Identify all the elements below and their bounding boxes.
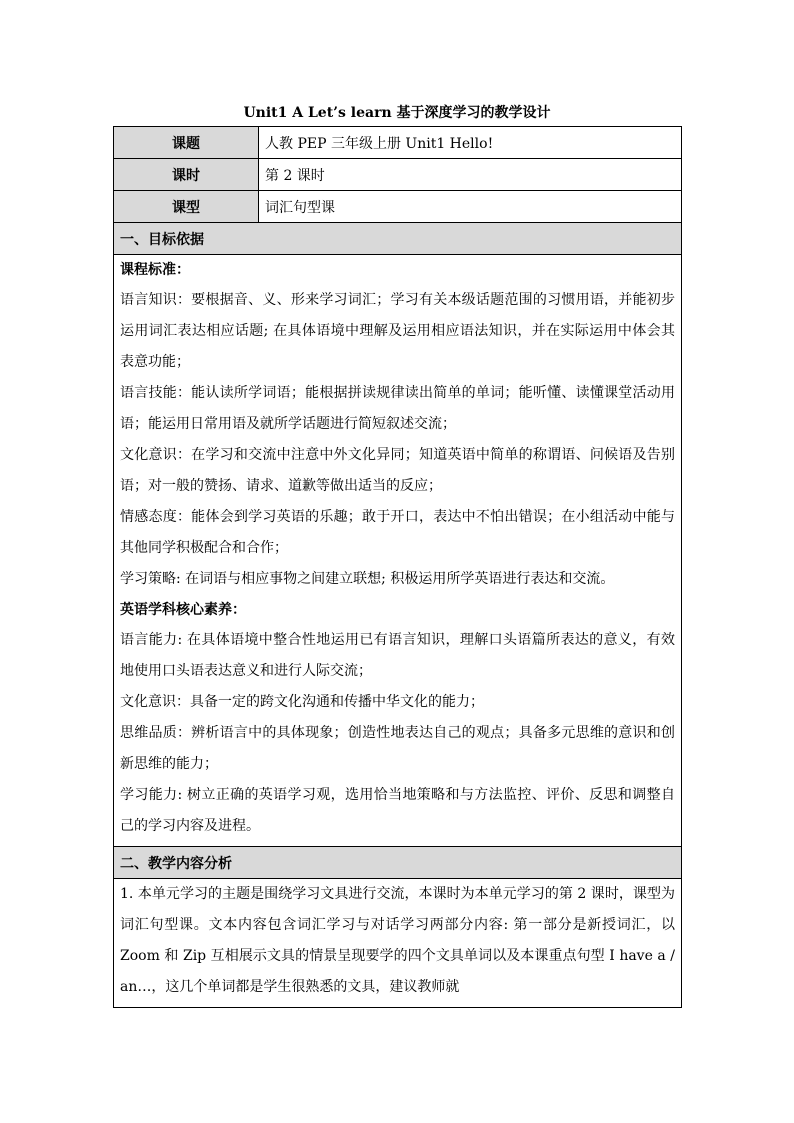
curriculum-item-language-knowledge: 语言知识：要根据音、义、形来学习词汇；学习有关本级话题范围的习惯用语，并能初步运用词汇表达相应话题; 在具体语境中理解及运用相应语法知识，并在实际运用中体会其表意功能； <box>120 292 675 370</box>
curriculum-standard-heading: 课程标准： <box>120 262 190 278</box>
meta-row-type <box>114 191 682 223</box>
curriculum-item-emotional-attitude: 情感态度：能体会到学习英语的乐趣；敢于开口，表达中不怕出错误；在小组活动中能与其他同学积极配合和合作； <box>120 509 675 556</box>
meta-row-topic <box>114 127 682 159</box>
meta-value-type: 词汇句型课 <box>259 191 682 223</box>
content-analysis-paragraph: 1. 本单元学习的主题是围绕学习文具进行交流，本课时为本单元学习的第 2 课时，课型为词汇句型课。文本内容包含词汇学习与对话学习两部分内容: 第一部分是新授词汇，以 Zoom 和 Zip 互相展示文具的情景呈现要学的四个文具单词以及本课重点句型 I have a / an…，这几个单词都是学生很熟悉的文具，建议教师就 <box>120 886 675 995</box>
curriculum-item-learning-strategy: 学习策略: 在词语与相应事物之间建立联想; 积极运用所学英语进行表达和交流。 <box>120 571 615 587</box>
section-1-body-row <box>114 255 682 847</box>
meta-value-period: 第 2 课时 <box>259 159 682 191</box>
meta-label-topic: 课题 <box>114 127 259 159</box>
section-2-heading: 二、教学内容分析 <box>114 847 682 879</box>
core-item-language-ability: 语言能力: 在具体语境中整合性地运用已有语言知识，理解口头语篇所表达的意义，有效地使用口头语表达意义和进行人际交流； <box>120 632 675 679</box>
curriculum-item-cultural-awareness: 文化意识：在学习和交流中注意中外文化异同；知道英语中简单的称谓语、问候语及告别语；对一般的赞扬、请求、道歉等做出适当的反应； <box>120 447 675 494</box>
core-item-cultural-awareness: 文化意识：具备一定的跨文化沟通和传播中华文化的能力； <box>120 694 484 710</box>
core-item-learning-ability: 学习能力: 树立正确的英语学习观，选用恰当地策略和与方法监控、评价、反思和调整自己的学习内容及进程。 <box>120 787 675 834</box>
core-literacy-heading: 英语学科核心素养： <box>120 602 246 618</box>
section-1-heading-row <box>114 223 682 255</box>
lesson-design-table <box>113 126 682 1008</box>
section-1-body <box>114 255 682 847</box>
section-2-body-row <box>114 879 682 1008</box>
section-2-heading-row <box>114 847 682 879</box>
meta-row-period <box>114 159 682 191</box>
document-title: Unit1 A Let’s learn 基于深度学习的教学设计 <box>243 105 551 121</box>
section-1-heading: 一、目标依据 <box>114 223 682 255</box>
meta-value-topic: 人教 PEP 三年级上册 Unit1 Hello! <box>259 127 682 159</box>
meta-label-type: 课型 <box>114 191 259 223</box>
curriculum-item-language-skills: 语言技能：能认读所学词语；能根据拼读规律读出简单的单词；能听懂、读懂课堂活动用语；能运用日常用语及就所学话题进行简短叙述交流； <box>120 385 675 432</box>
meta-label-period: 课时 <box>114 159 259 191</box>
core-item-thinking-quality: 思维品质：辨析语言中的具体现象；创造性地表达自己的观点；具备多元思维的意识和创新思维的能力； <box>120 725 675 772</box>
section-2-body <box>114 879 682 1008</box>
